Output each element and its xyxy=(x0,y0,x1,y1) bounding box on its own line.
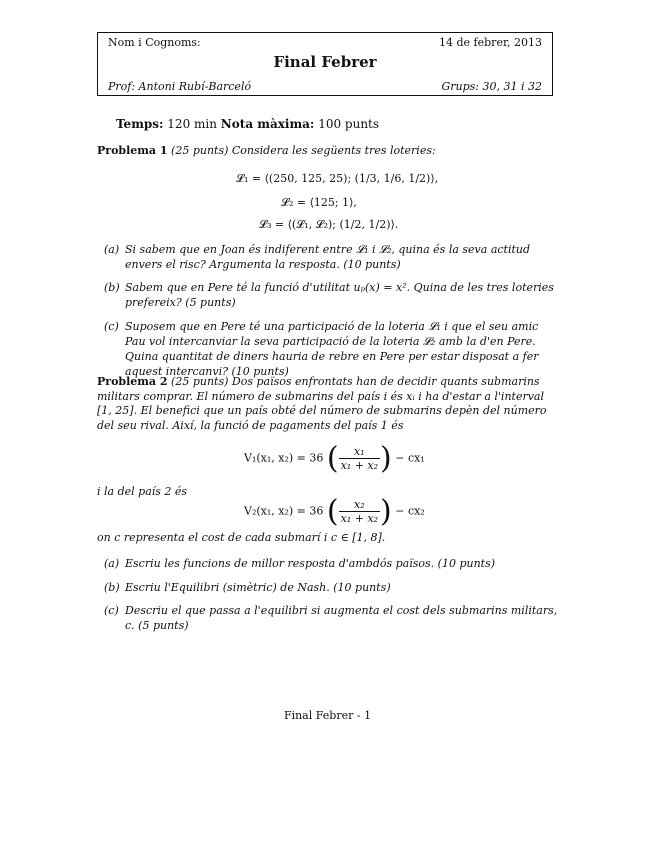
payoff2-fraction xyxy=(339,498,380,525)
groups: Grups: 30, 31 i 32 xyxy=(441,80,542,93)
professor-name: Prof: Antoni Rubí-Barceló xyxy=(108,80,252,93)
cost-description: on c representa el cost de cada submarí i c ∈ [1, 8]. xyxy=(97,531,386,544)
left-paren: ( xyxy=(326,494,339,529)
page-footer: Final Febrer - 1 xyxy=(283,709,372,722)
time-label: Temps: xyxy=(116,117,164,131)
part-text: Si sabem que en Joan és indiferent entre 𝓛₁ i 𝓛₂, quina és la seva actitud envers el risc? Argumenta la resposta. (10 punts) xyxy=(125,243,531,271)
part-text: Descriu el que passa a l'equilibri si augmenta el cost dels submarins militars, c. (5 punts) xyxy=(125,604,558,632)
part-label: (a) xyxy=(104,557,120,570)
problem1-part-a xyxy=(104,242,559,272)
payoff1-lhs: V₁(x₁, x₂) = 36 xyxy=(244,451,324,465)
max-grade-label: Nota màxima: xyxy=(220,117,315,131)
payoff-function-2 xyxy=(244,494,425,529)
name-label: Nom i Cognoms: xyxy=(108,36,201,49)
part-label: (c) xyxy=(104,604,119,617)
part-label: (a) xyxy=(104,243,120,256)
payoff2-numerator: x₂ xyxy=(339,498,380,512)
lottery-2: 𝓛₂ = ⟨125; 1⟩, xyxy=(281,196,357,209)
payoff1-numerator: x₁ xyxy=(339,445,380,459)
problem1-label: Problema 1 xyxy=(97,144,168,157)
right-paren: ) xyxy=(380,441,392,476)
part-text: Suposem que en Pere té una participació de la loteria 𝓛₁ i que el seu amic Pau vol intercanviar la seva participació de la loteria 𝓛₂ amb la d'en Pere. Quina quantitat de diners hauria de rebre en Pere per estar disposat a fer aquest intercanvi? (10 punts) xyxy=(125,320,539,378)
problem1-statement: (25 punts) Considera les següents tres loteries: xyxy=(171,144,436,157)
problem2-part-c xyxy=(104,603,559,633)
problem1-intro xyxy=(97,144,559,159)
payoff1-tail: − cx₁ xyxy=(395,451,425,465)
lottery-3: 𝓛₃ = ⟨(𝓛₁, 𝓛₂); (1/2, 1/2)⟩. xyxy=(259,218,399,231)
part-label: (b) xyxy=(104,281,120,294)
exam-date: 14 de febrer, 2013 xyxy=(439,36,542,49)
payoff-function-1 xyxy=(244,441,425,476)
left-paren: ( xyxy=(326,441,339,476)
problem2-intro xyxy=(97,375,559,433)
payoff1-denominator: x₁ + x₂ xyxy=(340,459,379,472)
part-text: Escriu les funcions de millor resposta d'ambdós països. (10 punts) xyxy=(125,557,496,570)
problem2-part-a xyxy=(104,556,559,571)
lottery-1: 𝓛₁ = ⟨(250, 125, 25); (1/3, 1/6, 1/2)⟩, xyxy=(236,172,439,185)
part-label: (b) xyxy=(104,581,120,594)
payoff1-fraction xyxy=(339,445,380,472)
problem2-label: Problema 2 xyxy=(97,375,168,388)
payoff2-denominator: x₁ + x₂ xyxy=(340,512,379,525)
payoff2-lhs: V₂(x₁, x₂) = 36 xyxy=(244,504,324,518)
part-text: Sabem que en Pere té la funció d'utilitat uₚ(x) = x². Quina de les tres loteries prefereix? (5 punts) xyxy=(125,281,554,309)
part-label: (c) xyxy=(104,320,119,333)
between-text: i la del país 2 és xyxy=(97,485,188,498)
problem1-part-c xyxy=(104,319,559,379)
exam-title: Final Febrer xyxy=(273,53,377,71)
part-text: Escriu l'Equilibri (simètric) de Nash. (10 punts) xyxy=(125,581,391,594)
problem2-part-b xyxy=(104,580,559,595)
problem1-part-b xyxy=(104,280,559,310)
problem2-statement: (25 punts) Dos països enfrontats han de decidir quants submarins militars comprar. El número de submarins del país i és xᵢ i ha d'estar a l'interval [1, 25]. El benefici que un país obté del número de submarins depèn del número del seu rival. Així, la funció de pagaments del país 1 és xyxy=(97,375,547,432)
time-value: 120 min xyxy=(167,117,217,131)
exam-header xyxy=(97,32,553,96)
max-grade-value: 100 punts xyxy=(318,117,380,131)
exam-info xyxy=(116,117,379,131)
right-paren: ) xyxy=(380,494,392,529)
payoff2-tail: − cx₂ xyxy=(395,504,425,518)
